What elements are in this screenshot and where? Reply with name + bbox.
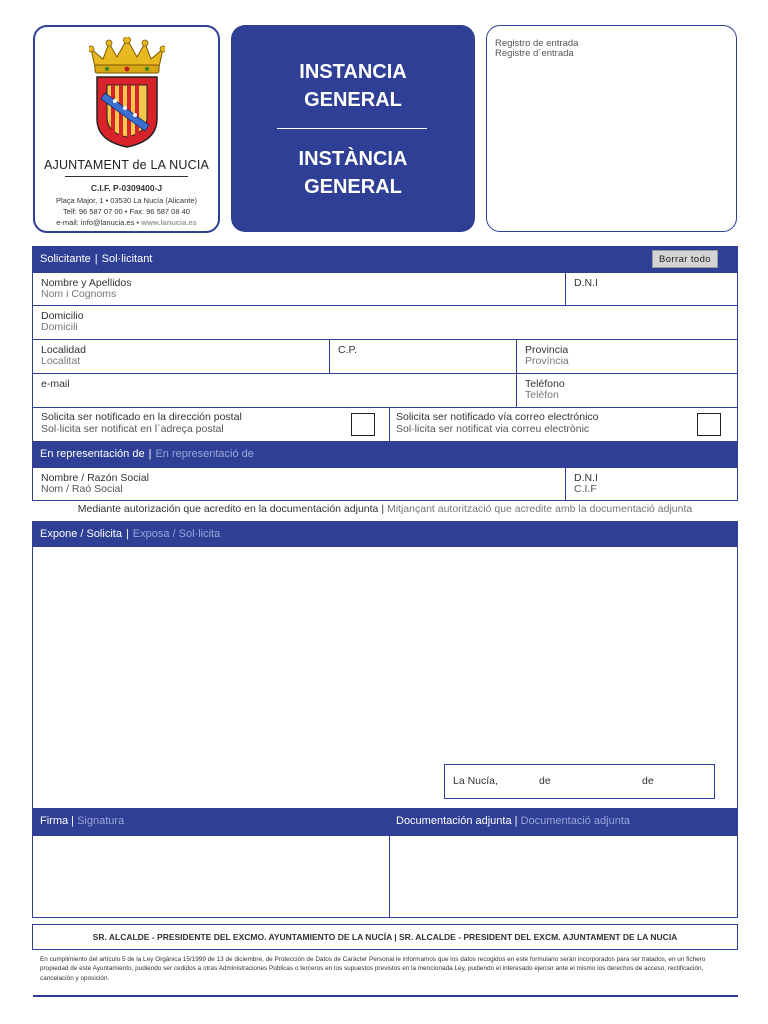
- field-label-es: Teléfono: [525, 378, 565, 390]
- section-header-statement: Expone / Solicita | Exposa / Sol·licita: [32, 521, 738, 547]
- date-de-label: de: [642, 775, 654, 787]
- field-label-va: Domicili: [41, 321, 78, 333]
- date-place-box[interactable]: [444, 764, 715, 799]
- field-label-va: Nom / Raó Social: [41, 483, 123, 495]
- field-label-es: Nombre y Apellidos: [41, 277, 132, 289]
- field-label-dni: D.N.I: [574, 472, 598, 484]
- org-name: AJUNTAMENT de LA NUCIA: [43, 158, 210, 172]
- title-va-line1: INSTÀNCIA: [298, 148, 408, 170]
- data-protection-notice: En cumplimiento del artículo 5 de la Ley Orgánica 15/1999 de 13 de diciembre, de Protección de Datos de Carácter Personal le informamos que los datos recogidos en este formulario serán incorporados para ser tratados, en un fichero propiedad de este Ayuntamiento, pudiendo ser cedidos a otras Administraciones Públicas o terceros en los supuestos previstos en la mencionada Ley, pudiendo el interesado ejercer ante el mismo los derechos de acceso, rectificación, cancelación y oposición.: [40, 956, 706, 982]
- field-label-va: Nom i Cognoms: [41, 288, 117, 300]
- notify-postal-checkbox[interactable]: [351, 413, 375, 436]
- notify-email-row: [389, 407, 738, 442]
- note-es: Mediante autorización que acredito en la documentación adjunta: [77, 503, 379, 515]
- title-va: [231, 145, 475, 201]
- signature-field[interactable]: [32, 836, 390, 918]
- org-contact: [35, 218, 218, 227]
- notify-email-checkbox[interactable]: [697, 413, 721, 436]
- org-web-link[interactable]: www.lanucia.es: [141, 218, 197, 227]
- field-label: e-mail: [41, 378, 70, 390]
- title-es-line2: GENERAL: [304, 89, 402, 111]
- section-header-representation: En representación de | En representació de: [32, 441, 738, 467]
- divider: [65, 176, 188, 177]
- dni-field[interactable]: [565, 272, 738, 306]
- section-title-va: Sol·licitant: [101, 253, 153, 265]
- date-de-label: de: [539, 775, 551, 787]
- section-title-es: Expone / Solicita: [40, 528, 122, 540]
- org-email: e-mail: info@lanucia.es •: [56, 218, 140, 227]
- option-label-va: Sol·licita ser notificat via correu electrònic: [396, 423, 590, 435]
- section-title-va: En representació de: [155, 448, 254, 460]
- option-label-es: Solicita ser notificado vía correo electrónico: [396, 411, 599, 423]
- attached-docs-field[interactable]: [389, 836, 738, 918]
- addressee-line: SR. ALCALDE - PRESIDENTE DEL EXCMO. AYUNTAMIENTO DE LA NUCÍA | SR. ALCALDE - PRESIDENT DEL EXCM. AJUNTAMENT DE LA NUCIA: [32, 924, 738, 950]
- docs-title-va: Documentació adjunta: [520, 815, 631, 827]
- field-label-es: Provincia: [525, 344, 569, 356]
- province-field[interactable]: [516, 339, 738, 374]
- title-es: [231, 58, 475, 114]
- date-place-label: La Nucía,: [453, 775, 498, 787]
- authorization-note: Mediante autorización que acredito en la documentación adjunta | Mitjançant autorització que acredite amb la documentació adjunta: [77, 503, 693, 515]
- field-label-es: Domicilio: [41, 310, 84, 322]
- note-va: Mitjançant autorització que acredite amb la documentació adjunta: [386, 503, 693, 515]
- field-label-cif: C.I.F: [574, 483, 597, 495]
- coat-of-arms-icon: [89, 37, 165, 149]
- title-divider: [277, 128, 427, 129]
- represented-dni-cif-field[interactable]: [565, 467, 738, 501]
- postal-code-field[interactable]: [329, 339, 517, 374]
- section-title-es: En representación de: [40, 448, 145, 460]
- name-field[interactable]: [32, 272, 566, 306]
- field-label-es: Nombre / Razón Social: [41, 472, 149, 484]
- registry-stamp-box: [486, 25, 737, 232]
- address-field[interactable]: [32, 305, 738, 340]
- logo-box: [33, 25, 220, 233]
- option-label-es: Solicita ser notificado en la dirección postal: [41, 411, 242, 423]
- field-label-va: Província: [525, 355, 569, 367]
- section-header-applicant: Solicitante | Sol·licitant Borrar todo: [32, 246, 738, 272]
- form-title-box: [231, 25, 475, 232]
- field-label-va: Telèfon: [525, 389, 559, 401]
- clear-all-button[interactable]: Borrar todo: [652, 250, 718, 268]
- signature-title-va: Signatura: [77, 815, 125, 827]
- signature-title-es: Firma: [40, 815, 69, 827]
- title-va-line2: GENERAL: [304, 176, 402, 198]
- org-cif: C.I.F. P-0309400-J: [90, 183, 163, 193]
- footer-rule: [33, 995, 738, 997]
- section-title-es: Solicitante: [40, 253, 91, 265]
- field-label-va: Localitat: [41, 355, 81, 367]
- docs-title-es: Documentación adjunta: [396, 815, 512, 827]
- city-field[interactable]: [32, 339, 330, 374]
- title-es-line1: INSTANCIA: [299, 61, 407, 83]
- field-label-es: Localidad: [41, 344, 86, 356]
- section-title-va: Exposa / Sol·licita: [132, 528, 221, 540]
- section-header-signature-docs: Firma | Signatura Documentación adjunta | Documentació adjunta: [32, 809, 738, 836]
- field-label: C.P.: [338, 344, 358, 356]
- phone-field[interactable]: [516, 373, 738, 408]
- registry-label-va: Registre d´entrada: [495, 48, 574, 59]
- registry-label-es: Registro de entrada: [495, 38, 579, 49]
- field-label: D.N.I: [574, 277, 598, 289]
- option-label-va: Sol·licita ser notificat en l´adreça postal: [41, 423, 224, 435]
- represented-name-field[interactable]: [32, 467, 566, 501]
- email-field[interactable]: [32, 373, 517, 408]
- org-phone: Telf: 96 587 07 00 • Fax: 96 587 08 40: [63, 207, 190, 216]
- org-address: Plaça Major, 1 • 03530 La Nucía (Alicante): [55, 196, 198, 205]
- notify-postal-row: [32, 407, 390, 442]
